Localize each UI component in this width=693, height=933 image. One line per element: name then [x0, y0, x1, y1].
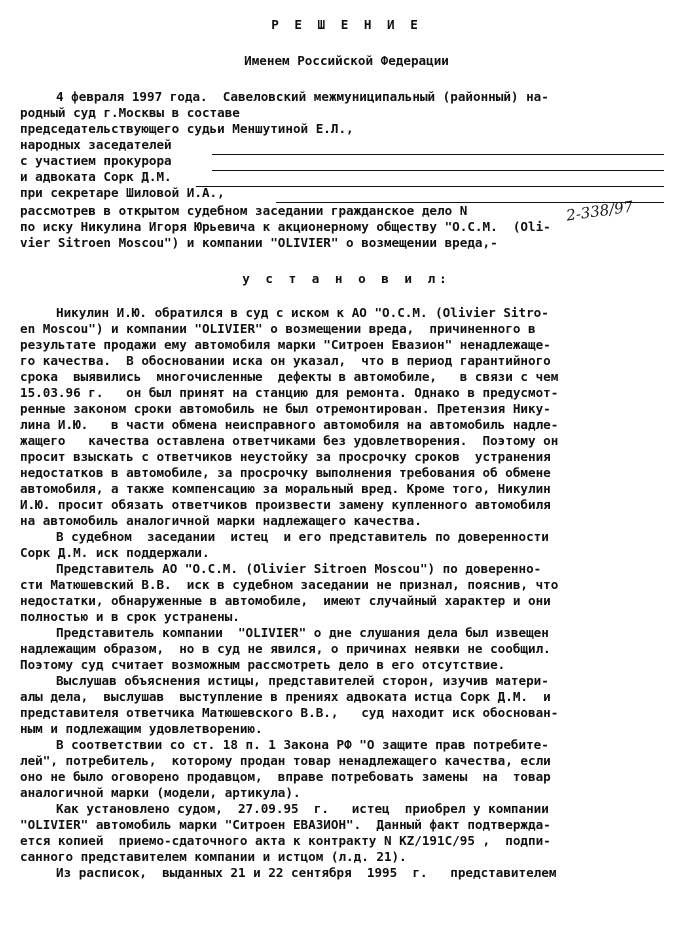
body-line: надлежащим образом, но в суд не явился, о причинах неявки не сообщил.: [20, 641, 551, 656]
intro-line: родный суд г.Москвы в составе: [20, 105, 240, 120]
body-line: на автомобиль аналогичной марки надлежащего качества.: [20, 513, 422, 528]
body-line: ется копией приемо-сдаточного акта к контракту N KZ/191C/95 , подпи-: [20, 833, 551, 848]
prosecutor-blank-line: [212, 170, 664, 171]
body-line: Сорк Д.М. иск поддержали.: [20, 545, 210, 560]
body-line: недостатков в автомобиле, за просрочку выполнения требования об обмене: [20, 465, 551, 480]
body-line: алы дела, выслушав выступление в прениях адвоката истца Сорк Д.М. и: [20, 689, 551, 704]
body-line: автомобиля, а также компенсацию за моральный вред. Кроме того, Никулин: [20, 481, 551, 496]
assessors-blank-line: [212, 154, 664, 155]
body-line: представителя ответчика Матюшевского В.В., суд находит иск обоснован-: [20, 705, 559, 720]
intro-line: по иску Никулина Игоря Юрьевича к акционерному обществу "О.С.М. (Oli-: [20, 219, 551, 234]
body-line: В судебном заседании истец и его представитель по доверенности: [56, 529, 549, 544]
body-line: Никулин И.Ю. обратился в суд с иском к АО "О.С.М. (Olivier Sitro-: [56, 305, 549, 320]
body-line: просит взыскать с ответчиков неустойку за просрочку сроков устранения: [20, 449, 551, 464]
intro-line: народных заседателей: [20, 137, 172, 152]
body-line: Представитель компании "OLIVIER" о дне слушания дела был извещен: [56, 625, 549, 640]
body-line: Выслушав объяснения истицы, представителей сторон, изучив матери-: [56, 673, 549, 688]
body-line: сти Матюшевский В.В. иск в судебном заседании не признал, пояснив, что: [20, 577, 559, 592]
body-line: И.Ю. просит обязать ответчиков произвести замену купленного автомобиля: [20, 497, 551, 512]
document-subheading: Именем Российской Федерации: [244, 53, 449, 68]
body-line: результате продажи ему автомобиля марки "Ситроен Евазион" ненадлежаще-: [20, 337, 551, 352]
intro-line: vier Sitroen Moscou") и компании "OLIVIER" о возмещении вреда,-: [20, 235, 498, 250]
body-line: Представитель АО "О.С.М. (Olivier Sitroen Moscou") по доверенно-: [56, 561, 542, 576]
intro-line: с участием прокурора: [20, 153, 172, 168]
body-line: санного представителем компании и истцом (л.д. 21).: [20, 849, 407, 864]
body-line: Из расписок, выданных 21 и 22 сентября 1995 г. представителем: [56, 865, 557, 880]
body-line: Поэтому суд считает возможным рассмотреть дело в его отсутствие.: [20, 657, 506, 672]
body-line: го качества. В обосновании иска он указал, что в период гарантийного: [20, 353, 551, 368]
body-line: Как установлено судом, 27.09.95 г. истец приобрел у компании: [56, 801, 549, 816]
body-line: лей", потребитель, которому продан товар ненадлежащего качества, если: [20, 753, 551, 768]
body-line: оно не было оговорено продавцом, вправе потребовать замены на товар: [20, 769, 551, 784]
intro-line: 4 февраля 1997 года. Савеловский межмуниципальный (районный) на-: [56, 89, 549, 104]
body-line: en Moscou") и компании "OLIVIER" о возмещении вреда, причиненного в: [20, 321, 536, 336]
body-line: 15.03.96 г. он был принят на станцию для ремонта. Однако в предусмот-: [20, 385, 559, 400]
intro-line: председательствующего судьи Меншутиной Е.Л.,: [20, 121, 354, 136]
body-line: аналогичной марки (модели, артикула).: [20, 785, 301, 800]
body-line: ренные законом сроки автомобиль не был отремонтирован. Претензия Нику-: [20, 401, 551, 416]
body-line: лина И.Ю. в части обмена неисправного автомобиля на автомобиль надле-: [20, 417, 559, 432]
advocate-blank-line: [196, 186, 664, 187]
body-line: полностью и в срок устранены.: [20, 609, 240, 624]
body-line: ным и подлежащим удовлетворению.: [20, 721, 263, 736]
document-heading: Р Е Ш Е Н И Е: [271, 17, 422, 32]
body-line: срока выявились многочисленные дефекты в автомобиле, в связи с чем: [20, 369, 559, 384]
intro-line: рассмотрев в открытом судебном заседании гражданское дело N: [20, 203, 468, 218]
body-line: В соответствии со ст. 18 п. 1 Закона РФ "О защите прав потребите-: [56, 737, 549, 752]
intro-line: и адвоката Сорк Д.М.: [20, 169, 172, 184]
body-line: жащего качества оставлена ответчиками без удовлетворения. Поэтому он: [20, 433, 559, 448]
body-line: недостатки, обнаруженные в автомобиле, имеют случайный характер и они: [20, 593, 551, 608]
section-title: у с т а н о в и л:: [242, 271, 451, 286]
intro-line: при секретаре Шиловой И.А.,: [20, 185, 225, 200]
body-line: "OLIVIER" автомобиль марки "Ситроен ЕВАЗИОН". Данный факт подтвержда-: [20, 817, 551, 832]
case-number-handwriting: 2-338/97: [565, 197, 635, 225]
